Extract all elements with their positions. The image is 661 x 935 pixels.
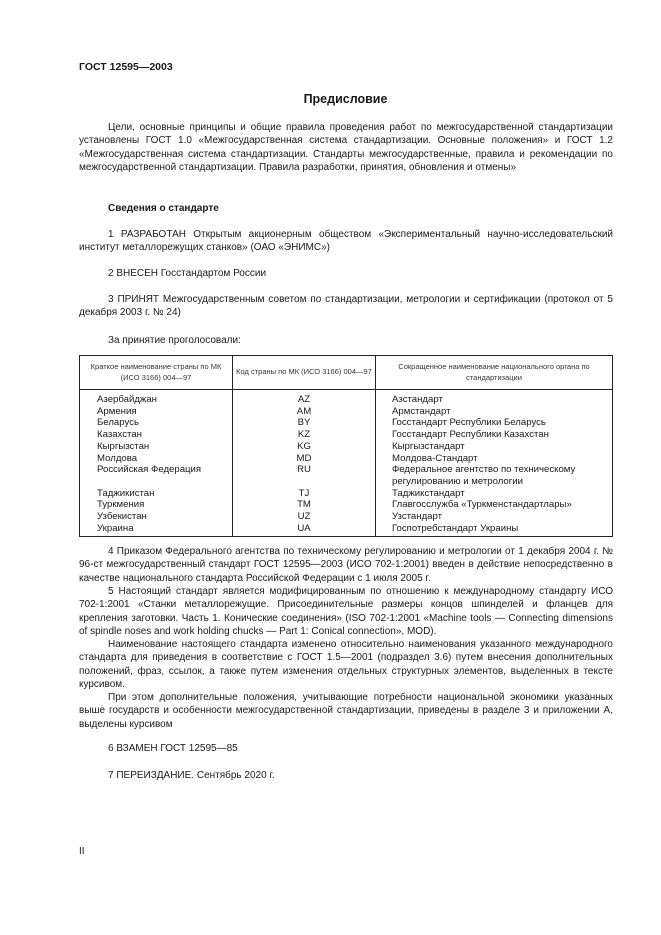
table-header-row	[80, 356, 613, 390]
cell-body: Кыргызстандарт	[376, 441, 613, 453]
cell-country: Туркмения	[97, 499, 145, 511]
vote-intro: За принятие проголосовали:	[108, 335, 241, 346]
table-row	[80, 499, 613, 511]
cell-code: UZ	[233, 511, 376, 523]
cell-code: UA	[233, 523, 376, 537]
cell-code: AZ	[233, 390, 376, 406]
header-country: Краткое наименование страны по МК (ИСО 3166) 004—97	[80, 356, 233, 390]
cell-country: Молдова	[97, 452, 138, 464]
cell-country: Узбекистан	[97, 511, 147, 523]
cell-body: Армстандарт	[376, 406, 613, 418]
header-body: Сокращенное наименование национального органа по стандартизации	[376, 356, 613, 390]
header-code: Код страны по МК (ИСО 3166) 004—97	[233, 356, 376, 390]
cell-code: TJ	[233, 488, 376, 500]
table-row	[80, 429, 613, 441]
cell-country: Азербайджан	[97, 394, 157, 405]
item-5-modified: 5 Настоящий стандарт является модифицированным по отношению к международному стандарту ИСО 702-1:2001 «Станки металлорежущие. Присоединительные размеры концов шпинделей и фланцев для крепления заготовки. Часть 1. Конические соединения» (ISO 702-1:2001 «Machine tools — Connecting dimensions of spindle noses and work holding chucks — Part 1: Conical connection», MOD).	[79, 586, 613, 637]
item-4-enacted: 4 Приказом Федерального агентства по техническому регулированию и метрологии от 1 декабря 2004 г. № 96-ст межгосударственный стандарт ГОСТ 12595—2003 (ИСО 702-1:2001) введен в действие непосредственно в качестве национального стандарта Российской Федерации с 1 июля 2005 г.	[79, 546, 613, 584]
table-row	[80, 406, 613, 418]
cell-country: Армения	[97, 405, 137, 417]
table-row	[80, 390, 613, 406]
item-3-adopted: 3 ПРИНЯТ Межгосударственным советом по стандартизации, метрологии и сертификации (протокол от 5 декабря 2003 г. № 24)	[79, 294, 613, 319]
table-row	[80, 417, 613, 429]
cell-country: Таджикистан	[97, 487, 155, 499]
cell-body: Таджикстандарт	[376, 488, 613, 500]
item-2-introduced: 2 ВНЕСЕН Госстандартом России	[108, 268, 267, 279]
table-row	[80, 523, 613, 537]
table-row	[80, 453, 613, 465]
cell-code: KZ	[233, 429, 376, 441]
item-1-developed: 1 РАЗРАБОТАН Открытым акционерным обществом «Экспериментальный научно-исследовательский институт металлорежущих станков» (ОАО «ЭНИМС»)	[79, 229, 613, 254]
table-row	[80, 441, 613, 453]
cell-body: Главгосслужба «Туркменстандартлары»	[376, 499, 613, 511]
cell-country: Кыргызстан	[97, 440, 150, 452]
cell-body: Федеральное агентство по техническому регулированию и метрологии	[376, 464, 613, 487]
cell-code: BY	[233, 417, 376, 429]
voting-table	[79, 355, 613, 537]
table-row	[80, 488, 613, 500]
cell-body: Узстандарт	[376, 511, 613, 523]
standard-id-header: ГОСТ 12595—2003	[79, 61, 173, 73]
cell-code: AM	[233, 406, 376, 418]
intro-paragraph: Цели, основные принципы и общие правила проведения работ по межгосударственной стандартизации установлены ГОСТ 1.0 «Межгосударственная система стандартизации. Основные положения» и ГОСТ 1.2 «Межгосударственная система стандартизации. Стандарты межгосударственные, правила и рекомендации по межгосударственной стандартизации. Правила разработки, принятия, обновления и отмены»	[79, 122, 613, 173]
cell-body: Госпотребстандарт Украины	[376, 523, 613, 537]
cell-code: RU	[233, 464, 376, 487]
cell-country: Украина	[97, 522, 134, 534]
table-row	[80, 464, 613, 487]
page-number: II	[79, 846, 85, 857]
table-row	[80, 511, 613, 523]
cell-country: Беларусь	[97, 417, 139, 429]
page-title: Предисловие	[303, 92, 388, 106]
cell-body: Азстандарт	[376, 390, 613, 406]
cell-body: Молдова-Стандарт	[376, 453, 613, 465]
cell-code: MD	[233, 453, 376, 465]
cell-code: TM	[233, 499, 376, 511]
cell-code: KG	[233, 441, 376, 453]
cell-body: Госстандарт Республики Беларусь	[376, 417, 613, 429]
section-heading: Сведения о стандарте	[108, 203, 219, 214]
item-5-additional-provisions: При этом дополнительные положения, учитывающие потребности национальной экономики указанных выше государств и особенности межгосударственной стандартизации, приведены в разделе 3 и приложении А, выделены курсивом	[79, 692, 613, 730]
item-7-reissue: 7 ПЕРЕИЗДАНИЕ. Сентябрь 2020 г.	[108, 770, 275, 781]
item-5-title-changes: Наименование настоящего стандарта изменено относительно наименования указанного международного стандарта для приведения в соответствие с ГОСТ 1.5—2001 (подраздел 3.6) путем внесения дополнительных положений, фраз, ссылок, а также путем изменения отдельных структурных элементов, выделенных в тексте курсивом.	[79, 639, 613, 690]
cell-country: Казахстан	[97, 429, 142, 441]
item-6-replaces: 6 ВЗАМЕН ГОСТ 12595—85	[108, 743, 238, 754]
cell-country: Российская Федерация	[97, 464, 202, 476]
cell-body: Госстандарт Республики Казахстан	[376, 429, 613, 441]
